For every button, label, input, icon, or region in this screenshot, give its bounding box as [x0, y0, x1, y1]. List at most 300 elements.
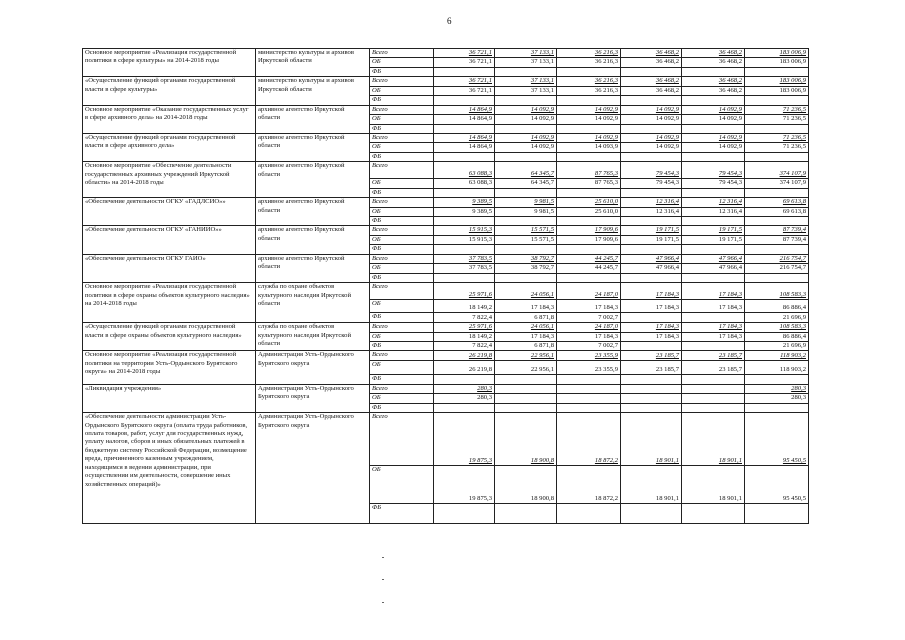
year-value — [682, 273, 745, 282]
year-value: 19 171,5 — [621, 235, 682, 244]
year-value — [495, 67, 557, 76]
year-value: 17 184,3 — [557, 332, 621, 341]
year-value: 23 185,7 — [621, 351, 682, 361]
total-value: 108 583,3 — [745, 283, 809, 300]
year-value: 19 875,3 — [434, 466, 495, 504]
year-value: 23 355,9 — [557, 361, 621, 375]
table-row — [83, 351, 809, 361]
year-value: 26 219,8 — [434, 361, 495, 375]
year-value — [557, 245, 621, 254]
year-value: 36 468,2 — [621, 58, 682, 67]
executor: служба по охране объектов культурного наследия Иркутской области — [256, 283, 370, 323]
funding-source: Всего — [370, 323, 434, 332]
activity-name: «Осуществление функций органами государственной власти в сфере охраны объектов культурного наследия» — [83, 323, 256, 351]
activity-name: Основное мероприятие «Реализация государственной политики в сфере охраны объектов культурного наследия» на 2014-2018 годы — [83, 283, 256, 323]
year-value — [557, 124, 621, 133]
year-value — [621, 504, 682, 524]
table-row — [83, 198, 809, 207]
total-value: 183 006,9 — [745, 49, 809, 58]
year-value: 36 216,3 — [557, 49, 621, 58]
year-value — [495, 504, 557, 524]
total-value: 71 236,5 — [745, 133, 809, 142]
year-value — [682, 375, 745, 384]
year-value: 280,3 — [434, 394, 495, 403]
year-value — [621, 384, 682, 393]
year-value: 23 185,7 — [682, 351, 745, 361]
total-value — [745, 152, 809, 161]
executor: министерство культуры и архивов Иркутской области — [256, 49, 370, 77]
funding-source: Всего — [370, 133, 434, 142]
year-value: 44 245,7 — [557, 254, 621, 263]
funding-source: ФБ — [370, 124, 434, 133]
year-value: 19 171,5 — [682, 235, 745, 244]
year-value: 14 864,9 — [434, 115, 495, 124]
year-value: 24 056,1 — [495, 323, 557, 332]
funding-source: Всего — [370, 413, 434, 466]
year-value — [682, 124, 745, 133]
year-value: 17 909,6 — [557, 235, 621, 244]
year-value: 7 822,4 — [434, 341, 495, 350]
executor: служба по охране объектов культурного наследия Иркутской области — [256, 323, 370, 351]
year-value — [557, 67, 621, 76]
year-value — [434, 96, 495, 105]
year-value: 14 092,9 — [621, 143, 682, 152]
total-value: 216 754,7 — [745, 264, 809, 273]
year-value: 25 971,6 — [434, 323, 495, 332]
total-value: 21 696,9 — [745, 313, 809, 323]
year-value: 36 721,1 — [434, 86, 495, 95]
year-value: 280,3 — [434, 384, 495, 393]
year-value: 17 184,3 — [682, 300, 745, 313]
year-value — [621, 217, 682, 226]
funding-source: ОБ — [370, 179, 434, 188]
year-value: 37 133,1 — [495, 77, 557, 86]
year-value: 17 184,3 — [682, 332, 745, 341]
year-value: 25 971,6 — [434, 283, 495, 300]
total-value — [745, 217, 809, 226]
table-row — [83, 283, 809, 300]
total-value — [745, 245, 809, 254]
year-value: 23 185,7 — [621, 361, 682, 375]
executor: Администрация Усть-Ордынского Бурятского округа — [256, 351, 370, 384]
year-value: 19 171,5 — [621, 226, 682, 235]
year-value: 17 184,3 — [621, 283, 682, 300]
funding-source: Всего — [370, 198, 434, 207]
year-value: 12 316,4 — [621, 207, 682, 216]
year-value — [557, 384, 621, 393]
funding-source: Всего — [370, 384, 434, 393]
year-value — [621, 341, 682, 350]
year-value: 79 454,3 — [621, 162, 682, 179]
funding-source: Всего — [370, 49, 434, 58]
year-value: 14 864,9 — [434, 143, 495, 152]
year-value: 19 171,5 — [682, 226, 745, 235]
year-value: 24 187,0 — [557, 283, 621, 300]
scan-mark — [382, 557, 384, 558]
activity-name: Основное мероприятие «Реализация государственной политики в сфере культуры» на 2014-2018 годы — [83, 49, 256, 77]
year-value — [557, 394, 621, 403]
year-value: 14 092,9 — [682, 143, 745, 152]
year-value: 17 184,3 — [495, 300, 557, 313]
table-row — [83, 49, 809, 58]
year-value: 7 002,7 — [557, 341, 621, 350]
total-value — [745, 504, 809, 524]
total-value: 280,3 — [745, 384, 809, 393]
total-value — [745, 375, 809, 384]
total-value: 183 006,9 — [745, 58, 809, 67]
total-value: 71 236,5 — [745, 105, 809, 114]
year-value: 38 792,7 — [495, 254, 557, 263]
year-value — [557, 504, 621, 524]
year-value: 36 468,2 — [621, 77, 682, 86]
table-row — [83, 254, 809, 263]
total-value: 95 450,5 — [745, 466, 809, 504]
total-value: 374 107,9 — [745, 179, 809, 188]
year-value: 87 765,3 — [557, 162, 621, 179]
year-value — [621, 124, 682, 133]
total-value: 69 613,8 — [745, 198, 809, 207]
year-value — [434, 375, 495, 384]
year-value — [682, 67, 745, 76]
funding-source: Всего — [370, 77, 434, 86]
year-value: 36 721,1 — [434, 49, 495, 58]
funding-source: ОБ — [370, 361, 434, 375]
year-value — [682, 403, 745, 412]
funding-source: ОБ — [370, 394, 434, 403]
year-value: 37 133,1 — [495, 49, 557, 58]
year-value: 14 864,9 — [434, 105, 495, 114]
year-value: 79 454,3 — [682, 162, 745, 179]
year-value — [495, 403, 557, 412]
table-row — [83, 133, 809, 142]
year-value: 14 092,9 — [557, 133, 621, 142]
year-value — [495, 384, 557, 393]
year-value: 36 468,2 — [682, 49, 745, 58]
year-value — [621, 403, 682, 412]
year-value — [682, 245, 745, 254]
year-value: 14 092,9 — [495, 133, 557, 142]
total-value: 87 739,4 — [745, 235, 809, 244]
funding-source: ФБ — [370, 67, 434, 76]
year-value: 18 901,1 — [682, 466, 745, 504]
year-value: 26 219,8 — [434, 351, 495, 361]
year-value: 23 185,7 — [682, 361, 745, 375]
funding-source: ФБ — [370, 217, 434, 226]
funding-source: ОБ — [370, 143, 434, 152]
year-value: 22 956,1 — [495, 361, 557, 375]
funding-source: ФБ — [370, 96, 434, 105]
year-value — [682, 504, 745, 524]
year-value: 14 092,9 — [495, 143, 557, 152]
year-value: 37 783,5 — [434, 254, 495, 263]
total-value: 95 450,5 — [745, 413, 809, 466]
year-value: 25 610,0 — [557, 198, 621, 207]
year-value: 37 133,1 — [495, 58, 557, 67]
year-value — [434, 245, 495, 254]
year-value — [621, 273, 682, 282]
year-value: 36 468,2 — [682, 58, 745, 67]
funding-source: ОБ — [370, 86, 434, 95]
year-value: 15 915,3 — [434, 235, 495, 244]
total-value — [745, 188, 809, 197]
year-value — [434, 124, 495, 133]
year-value: 12 316,4 — [621, 198, 682, 207]
total-value — [745, 124, 809, 133]
activity-name: «Обеспечение деятельности ОГКУ «ГАДЛСИО»» — [83, 198, 256, 226]
table-row — [83, 162, 809, 179]
funding-source: ФБ — [370, 403, 434, 412]
year-value: 14 864,9 — [434, 133, 495, 142]
funding-source: Всего — [370, 283, 434, 300]
year-value: 24 187,0 — [557, 323, 621, 332]
year-value: 36 468,2 — [682, 86, 745, 95]
year-value: 14 092,9 — [621, 115, 682, 124]
total-value: 71 236,5 — [745, 143, 809, 152]
total-value: 183 006,9 — [745, 77, 809, 86]
activity-name: «Ликвидация учреждения» — [83, 384, 256, 412]
year-value: 17 184,3 — [621, 323, 682, 332]
year-value — [621, 188, 682, 197]
funding-source: ФБ — [370, 188, 434, 197]
total-value: 86 886,4 — [745, 300, 809, 313]
year-value: 18 901,1 — [621, 466, 682, 504]
activity-name: «Осуществление функций органами государственной власти в сфере культуры» — [83, 77, 256, 105]
year-value: 38 792,7 — [495, 264, 557, 273]
year-value: 9 981,5 — [495, 198, 557, 207]
year-value — [682, 152, 745, 161]
year-value — [434, 152, 495, 161]
executor: архивное агентство Иркутской области — [256, 198, 370, 226]
total-value: 374 107,9 — [745, 162, 809, 179]
year-value — [495, 96, 557, 105]
year-value: 24 056,1 — [495, 283, 557, 300]
year-value — [621, 394, 682, 403]
funding-source: Всего — [370, 226, 434, 235]
year-value: 12 316,4 — [682, 207, 745, 216]
funding-source: ОБ — [370, 235, 434, 244]
funding-source: Всего — [370, 105, 434, 114]
year-value — [557, 273, 621, 282]
year-value — [495, 188, 557, 197]
table-row — [83, 226, 809, 235]
year-value: 18 149,2 — [434, 300, 495, 313]
year-value: 37 133,1 — [495, 86, 557, 95]
year-value: 15 915,3 — [434, 226, 495, 235]
total-value: 21 696,9 — [745, 341, 809, 350]
year-value: 18 901,1 — [621, 413, 682, 466]
year-value: 18 901,1 — [682, 413, 745, 466]
year-value: 36 216,3 — [557, 58, 621, 67]
year-value: 79 454,3 — [682, 179, 745, 188]
year-value: 79 454,3 — [621, 179, 682, 188]
year-value: 36 468,2 — [682, 77, 745, 86]
funding-source: ФБ — [370, 245, 434, 254]
year-value — [621, 375, 682, 384]
year-value — [682, 313, 745, 323]
year-value: 63 088,3 — [434, 179, 495, 188]
year-value — [621, 152, 682, 161]
year-value — [682, 96, 745, 105]
year-value: 47 966,4 — [621, 254, 682, 263]
funding-source: ФБ — [370, 152, 434, 161]
year-value: 15 571,5 — [495, 226, 557, 235]
activity-name: «Обеспечение деятельности ОГКУ ГАИО» — [83, 254, 256, 282]
funding-source: ФБ — [370, 504, 434, 524]
total-value: 87 739,4 — [745, 226, 809, 235]
year-value — [621, 245, 682, 254]
year-value — [434, 403, 495, 412]
funding-source: ФБ — [370, 341, 434, 350]
year-value: 64 345,7 — [495, 162, 557, 179]
year-value: 14 092,9 — [557, 115, 621, 124]
total-value — [745, 273, 809, 282]
year-value: 14 093,9 — [557, 143, 621, 152]
year-value — [557, 403, 621, 412]
total-value — [745, 96, 809, 105]
year-value — [495, 245, 557, 254]
total-value: 280,3 — [745, 394, 809, 403]
funding-source: ОБ — [370, 264, 434, 273]
year-value: 47 966,4 — [682, 264, 745, 273]
year-value: 12 316,4 — [682, 198, 745, 207]
year-value: 17 184,3 — [682, 283, 745, 300]
budget-table — [82, 48, 809, 524]
table-row — [83, 323, 809, 332]
year-value — [434, 67, 495, 76]
year-value — [557, 375, 621, 384]
total-value — [745, 67, 809, 76]
page-number: 6 — [447, 16, 452, 26]
year-value: 44 245,7 — [557, 264, 621, 273]
activity-name: Основное мероприятие «Оказание государственных услуг в сфере архивного дела» на 2014-2018 годы — [83, 105, 256, 133]
year-value — [495, 217, 557, 226]
year-value: 14 092,9 — [621, 105, 682, 114]
year-value — [682, 188, 745, 197]
year-value — [682, 341, 745, 350]
total-value: 71 236,5 — [745, 115, 809, 124]
activity-name: «Обеспечение деятельности администрации Усть-Ордынского Бурятского округа (оплата труда работников, оплата товаров, работ, услуг для государственных нужд, уплату налогов, сборов и иных обязательных платежей в бюджетную систему Российской Федерации, возмещение вреда, причиненного казенным учреждением, находящимся в ведении администрации, при осуществлении им деятельности, совершение иных хозяйственных операций)» — [83, 413, 256, 524]
year-value: 14 092,9 — [495, 115, 557, 124]
year-value: 14 092,9 — [682, 115, 745, 124]
year-value — [682, 217, 745, 226]
executor: архивное агентство Иркутской области — [256, 162, 370, 198]
year-value: 18 872,2 — [557, 466, 621, 504]
table-row — [83, 413, 809, 466]
funding-source: ОБ — [370, 332, 434, 341]
year-value: 14 092,9 — [557, 105, 621, 114]
year-value — [621, 313, 682, 323]
year-value: 17 184,3 — [495, 332, 557, 341]
year-value: 9 981,5 — [495, 207, 557, 216]
total-value: 69 613,8 — [745, 207, 809, 216]
scan-mark — [382, 579, 384, 580]
total-value: 118 903,2 — [745, 361, 809, 375]
year-value: 15 571,5 — [495, 235, 557, 244]
year-value — [557, 96, 621, 105]
activity-name: Основное мероприятие «Обеспечение деятельности государственных архивных учреждений Иркутской области» на 2014-2018 годы — [83, 162, 256, 198]
year-value — [495, 124, 557, 133]
year-value — [434, 273, 495, 282]
year-value — [621, 67, 682, 76]
year-value — [621, 96, 682, 105]
year-value — [495, 152, 557, 161]
year-value: 6 871,8 — [495, 313, 557, 323]
total-value: 108 583,3 — [745, 323, 809, 332]
year-value — [495, 273, 557, 282]
funding-source: ОБ — [370, 58, 434, 67]
funding-source: Всего — [370, 351, 434, 361]
funding-source: ОБ — [370, 466, 434, 504]
year-value: 6 871,8 — [495, 341, 557, 350]
year-value: 14 092,9 — [682, 105, 745, 114]
activity-name: «Осуществление функций органами государственной власти в сфере архивного дела» — [83, 133, 256, 161]
total-value: 118 903,2 — [745, 351, 809, 361]
scan-mark — [382, 602, 384, 603]
year-value: 36 216,3 — [557, 86, 621, 95]
year-value — [495, 394, 557, 403]
table-row — [83, 105, 809, 114]
executor: архивное агентство Иркутской области — [256, 133, 370, 161]
executor: министерство культуры и архивов Иркутской области — [256, 77, 370, 105]
year-value — [557, 188, 621, 197]
total-value: 216 754,7 — [745, 254, 809, 263]
year-value: 18 149,2 — [434, 332, 495, 341]
executor: архивное агентство Иркутской области — [256, 254, 370, 282]
year-value: 17 184,3 — [682, 323, 745, 332]
activity-name: «Обеспечение деятельности ОГКУ «ГАНИИО»» — [83, 226, 256, 254]
year-value: 18 900,8 — [495, 466, 557, 504]
year-value: 17 184,3 — [557, 300, 621, 313]
funding-source: ФБ — [370, 375, 434, 384]
year-value: 18 872,2 — [557, 413, 621, 466]
year-value: 7 002,7 — [557, 313, 621, 323]
total-value: 183 006,9 — [745, 86, 809, 95]
year-value: 36 216,3 — [557, 77, 621, 86]
year-value: 14 092,9 — [682, 133, 745, 142]
year-value: 36 721,1 — [434, 77, 495, 86]
executor: архивное агентство Иркутской области — [256, 105, 370, 133]
executor: Администрация Усть-Ордынского Бурятского округа — [256, 384, 370, 412]
year-value: 23 355,9 — [557, 351, 621, 361]
year-value: 64 345,7 — [495, 179, 557, 188]
year-value: 9 389,5 — [434, 198, 495, 207]
year-value: 25 610,0 — [557, 207, 621, 216]
year-value — [557, 217, 621, 226]
year-value: 63 088,3 — [434, 162, 495, 179]
funding-source: Всего — [370, 162, 434, 179]
total-value: 86 886,4 — [745, 332, 809, 341]
year-value — [434, 188, 495, 197]
executor: архивное агентство Иркутской области — [256, 226, 370, 254]
year-value: 36 468,2 — [621, 49, 682, 58]
year-value — [682, 384, 745, 393]
year-value: 17 909,6 — [557, 226, 621, 235]
year-value: 36 721,1 — [434, 58, 495, 67]
year-value: 14 092,9 — [621, 133, 682, 142]
year-value — [434, 217, 495, 226]
year-value: 47 966,4 — [621, 264, 682, 273]
year-value: 17 184,3 — [621, 300, 682, 313]
year-value: 87 765,3 — [557, 179, 621, 188]
year-value — [682, 394, 745, 403]
year-value: 7 822,4 — [434, 313, 495, 323]
funding-source: ФБ — [370, 313, 434, 323]
year-value: 36 468,2 — [621, 86, 682, 95]
funding-source: ОБ — [370, 207, 434, 216]
table-row — [83, 77, 809, 86]
funding-source: Всего — [370, 254, 434, 263]
year-value — [557, 152, 621, 161]
